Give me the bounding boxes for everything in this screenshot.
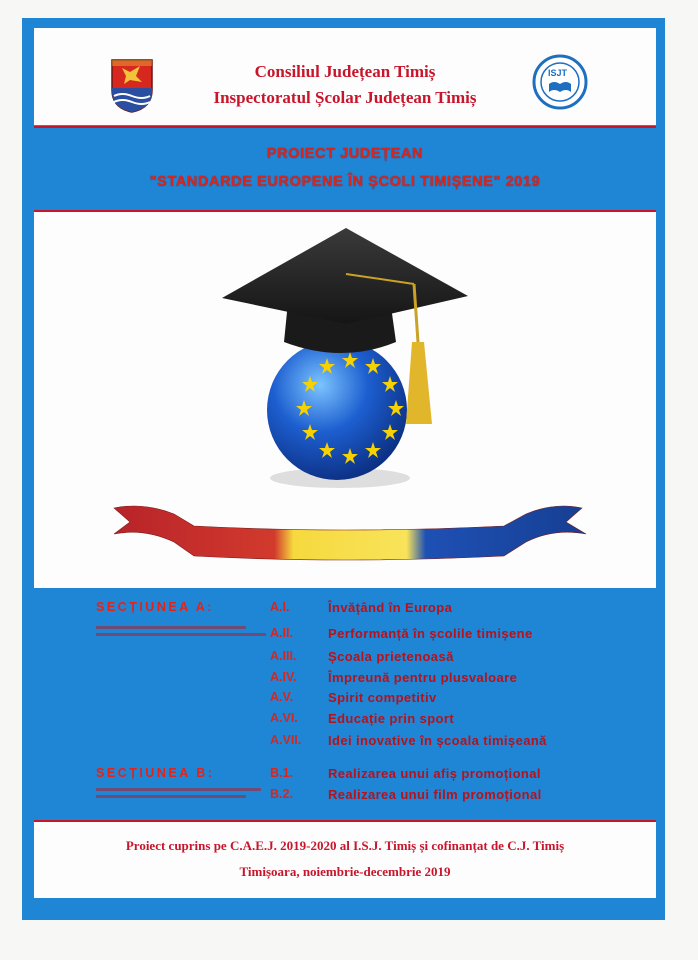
footer-panel — [34, 822, 656, 898]
eu-globe — [267, 340, 407, 480]
eu-globe-graduation-illustration — [34, 212, 656, 588]
item-title-a3: Școala prietenoasă — [328, 649, 454, 664]
illustration-panel — [34, 212, 656, 588]
item-title-b2: Realizarea unui film promoțional — [328, 787, 542, 802]
item-code-b2: B.2. — [270, 787, 293, 801]
section-b-title: SECȚIUNEA B: — [96, 766, 215, 780]
cap-tassel — [406, 342, 432, 424]
item-title-a6: Educație prin sport — [328, 711, 455, 726]
item-code-a1: A.I. — [270, 600, 290, 614]
section-a-description — [96, 624, 266, 636]
header-divider — [34, 126, 656, 128]
footer-project-note: Proiect cuprins pe C.A.E.J. 2019-2020 al I.S.J. Timiș și cofinanțat de C.J. Timiș — [125, 838, 565, 853]
footer-place-date: Timișoara, noiembrie-decembrie 2019 — [239, 864, 451, 879]
item-code-a4: A.IV. — [270, 670, 297, 684]
item-title-a5: Spirit competitiv — [328, 690, 437, 705]
item-title-a2: Performanță în școlile timișene — [328, 626, 533, 641]
cap-board — [222, 228, 468, 324]
item-title-a1: Învățând în Europa — [328, 600, 453, 615]
section-a-title: SECȚIUNEA A: — [96, 600, 214, 614]
isjt-logo — [532, 54, 588, 110]
item-title-a4: Împreună pentru plusvaloare — [328, 670, 518, 685]
tricolor-ribbon — [114, 506, 586, 560]
item-code-a6: A.VI. — [270, 711, 298, 725]
project-title: "STANDARDE EUROPENE ÎN ȘCOLI TIMIȘENE" 2019 — [149, 174, 541, 190]
header-panel — [34, 28, 656, 125]
item-title-b1: Realizarea unui afiș promoțional — [328, 766, 541, 781]
item-code-a2: A.II. — [270, 626, 293, 640]
item-code-a5: A.V. — [270, 690, 294, 704]
item-code-b1: B.1. — [270, 766, 293, 780]
section-b-description — [96, 786, 266, 798]
item-code-a7: A.VII. — [270, 733, 302, 747]
header-title-council: Consiliul Județean Timiș — [254, 62, 436, 81]
isjt-logo-text: ISJT — [548, 68, 568, 78]
item-title-a7: Idei inovative în școala timișeană — [328, 733, 547, 748]
item-code-a3: A.III. — [270, 649, 297, 663]
header-title-inspectorate: Inspectoratul Școlar Județean Timiș — [213, 88, 477, 107]
project-label: PROIECT JUDEȚEAN — [266, 146, 424, 162]
